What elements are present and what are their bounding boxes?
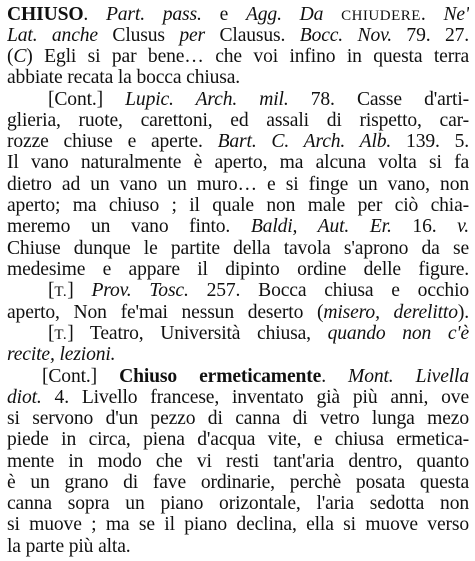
text-run: . [420,4,444,25]
entry-line [7,344,469,365]
text-run: Prov. Tosc. [91,280,207,301]
entry-line [7,451,469,472]
entry-line [7,4,469,27]
entry-line [7,429,469,450]
text-run: 139. 5. [406,131,469,152]
text-run: C [13,46,27,67]
entry-line [7,152,469,173]
entry-line [7,408,469,429]
text-run: aperto; ma chiuso ; il quale non male per ciò chia- [7,195,469,216]
text-run: Chiuso ermeticamente [119,366,322,387]
text-run: Lat. anche [7,25,113,46]
text-run: e [219,4,246,25]
text-run: piede in circa, piena d'acqua vite, e chiusa ermetica- [7,429,469,450]
entry-line [48,323,469,346]
text-run: abbiate recata la bocca chiusa. [7,67,241,88]
text-run: Part. pass. [105,4,220,25]
text-run: [Cont.] [42,366,120,387]
text-run: T. [54,284,68,300]
entry-line [48,89,469,110]
text-run: 78. Casse d'arti- [310,89,469,110]
text-run: Mont. Livella [348,366,469,387]
headword: CHIUSO [7,4,84,25]
entry-line [7,493,469,514]
entry-line [7,67,469,88]
text-run: è un grano di fave ordinarie, perchè posata questa [7,472,469,493]
text-run: . [321,366,349,387]
text-run: Chiuse dunque le partite della tavola s'aprono da se [7,238,469,259]
text-run: per [179,25,220,46]
text-run: v. [457,216,469,237]
text-run: Bart. C. Arch. Alb. [217,131,407,152]
entry-line [7,131,469,152]
text-run: [ [48,323,55,344]
entry-line [7,195,469,216]
text-run: medesime e appare il dipinto ordine delle figure. [7,259,469,280]
text-run: ] [67,280,92,301]
text-run: la parte più alta. [7,536,131,557]
text-run: Ne' [443,4,469,25]
text-run: Baldi, Aut. Er. [250,216,413,237]
text-run: [Cont.] [48,89,126,110]
text-run: Il vano naturalmente è aperto, ma alcuna volta si fa [7,152,469,173]
text-run: 4. Livello francese, inventato già più anni, ove [54,387,469,408]
entry-line [42,366,469,387]
text-run: si muove ; ma se il piano declina, ella si muove verso [7,514,469,535]
text-run: ] Teatro, Università chiusa, [67,323,328,344]
entry-line [7,259,469,280]
text-run: [ [48,280,55,301]
text-run: . [83,4,106,25]
text-run: ( [7,46,14,67]
text-run: Clausus. [219,25,300,46]
text-run: rozze chiuse e aperte. [7,131,218,152]
entry-line [7,216,469,237]
entry-line [7,238,469,259]
text-run: quando non c'è [327,323,469,344]
text-run: misero, derelitto [323,302,458,323]
text-run: 79. 27. [406,25,469,46]
entry-line [7,302,469,323]
entry-line [7,174,469,195]
entry-line [7,110,469,131]
entry-line [7,536,469,557]
text-run: glieria, ruote, carettoni, ed assali di rispetto, car- [7,110,469,131]
text-run: canna sopra un piano orizontale, l'aria sedotta non [7,493,469,514]
text-run: ). [457,302,469,323]
text-run: ) Egli si par bene… che voi infino in questa terra [26,46,469,67]
text-run: aperto, Non fe'mai nessun deserto ( [7,302,324,323]
text-run: Clusus [112,25,180,46]
text-run: CHIUDERE [341,8,421,24]
entry-line [48,280,469,303]
text-run: meremo un vano finto. [7,216,251,237]
entry-line [7,25,469,46]
entry-line [7,387,469,408]
text-run: T. [54,327,68,343]
text-run: 257. Bocca chiusa e occhio [206,280,469,301]
text-run: recite, lezioni. [7,344,116,365]
text-run: Bocc. Nov. [299,25,407,46]
text-run: dietro ad un vano un muro… e si finge un vano, non [7,174,469,195]
text-run: mente in modo che vi resti tant'aria dentro, quanto [7,451,469,472]
entry-line [7,46,469,67]
text-run: si servono d'un pezzo di canna di vetro lunga mezo [7,408,469,429]
text-run: Agg. Da [245,4,342,25]
text-run: 16. [412,216,458,237]
entry-line [7,472,469,493]
entry-line [7,514,469,535]
text-run: Lupic. Arch. mil. [125,89,311,110]
text-run: diot. [7,387,55,408]
